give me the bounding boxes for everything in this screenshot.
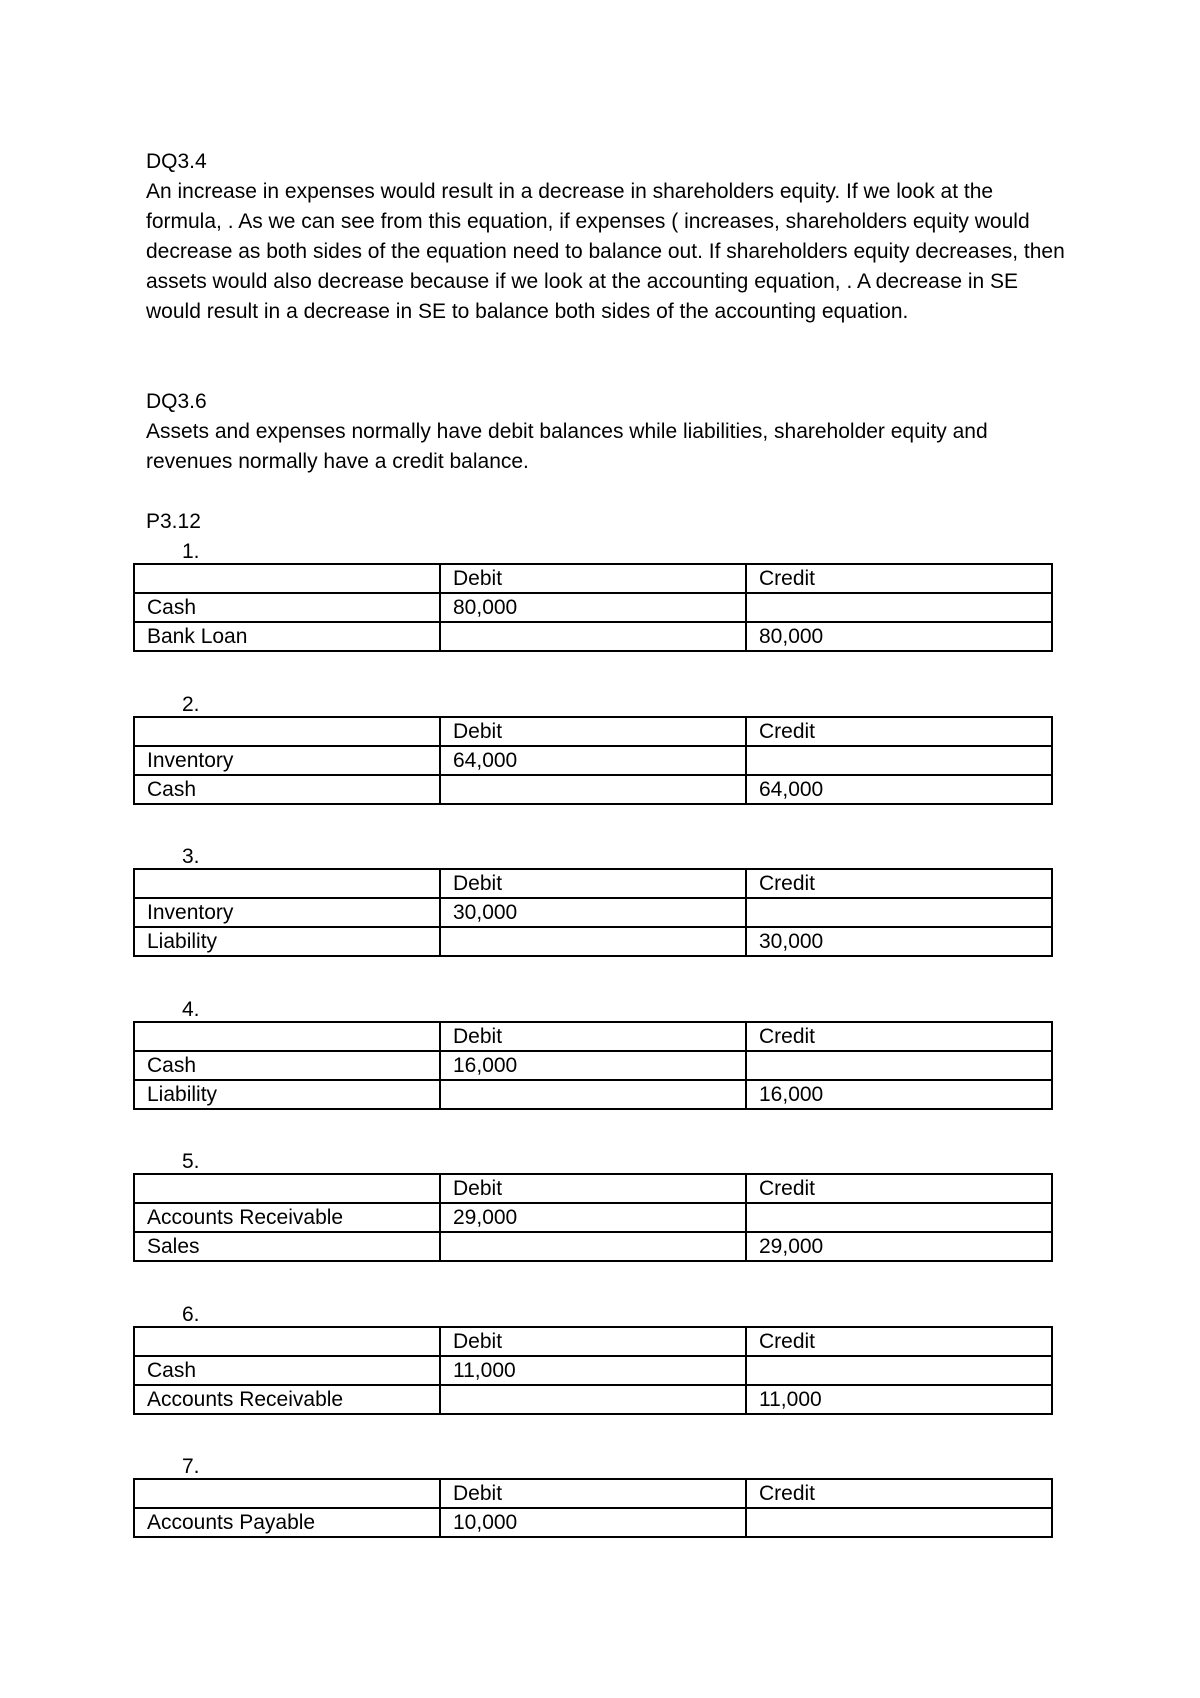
debit-cell: 64,000: [440, 746, 746, 775]
credit-cell: [746, 593, 1052, 622]
credit-cell: [746, 1508, 1052, 1537]
account-cell: Bank Loan: [134, 622, 440, 651]
journal-entry-table: [133, 563, 1053, 652]
account-cell: Accounts Payable: [134, 1508, 440, 1537]
entry-number: 2.: [182, 693, 200, 716]
table-row: [134, 1508, 1052, 1537]
table-row: [134, 1356, 1052, 1385]
debit-cell: 30,000: [440, 898, 746, 927]
debit-cell: 16,000: [440, 1051, 746, 1080]
debit-cell: 80,000: [440, 593, 746, 622]
table-row: [134, 593, 1052, 622]
header-cell-debit: Debit: [440, 717, 746, 746]
credit-cell: 30,000: [746, 927, 1052, 956]
entry-number: 5.: [182, 1150, 200, 1173]
header-cell-credit: Credit: [746, 717, 1052, 746]
credit-cell: [746, 898, 1052, 927]
entry-number: 1.: [182, 540, 200, 563]
table-row: [134, 898, 1052, 927]
debit-cell: [440, 1080, 746, 1109]
credit-cell: 64,000: [746, 775, 1052, 804]
table-row: [134, 1385, 1052, 1414]
header-cell-account: [134, 717, 440, 746]
header-cell-debit: Debit: [440, 1479, 746, 1508]
account-cell: Cash: [134, 775, 440, 804]
header-cell-account: [134, 1479, 440, 1508]
header-cell-credit: Credit: [746, 1174, 1052, 1203]
header-cell-account: [134, 1174, 440, 1203]
header-cell-debit: Debit: [440, 1327, 746, 1356]
table-row: [134, 927, 1052, 956]
dq34-heading: DQ3.4: [146, 150, 207, 173]
table-row: [134, 1203, 1052, 1232]
table-header-row: [134, 564, 1052, 593]
journal-entry-table: [133, 1326, 1053, 1415]
table-row: [134, 1080, 1052, 1109]
header-cell-account: [134, 869, 440, 898]
account-cell: Liability: [134, 1080, 440, 1109]
journal-entry-table: [133, 716, 1053, 805]
account-cell: Cash: [134, 1356, 440, 1385]
account-cell: Liability: [134, 927, 440, 956]
debit-cell: [440, 1385, 746, 1414]
credit-cell: 29,000: [746, 1232, 1052, 1261]
journal-entry-table: [133, 1478, 1053, 1538]
table-row: [134, 775, 1052, 804]
table-header-row: [134, 1479, 1052, 1508]
table-header-row: [134, 869, 1052, 898]
header-cell-account: [134, 564, 440, 593]
table-row: [134, 622, 1052, 651]
header-cell-credit: Credit: [746, 1479, 1052, 1508]
table-header-row: [134, 1327, 1052, 1356]
entry-number: 4.: [182, 998, 200, 1021]
table-header-row: [134, 717, 1052, 746]
credit-cell: [746, 1356, 1052, 1385]
header-cell-credit: Credit: [746, 564, 1052, 593]
credit-cell: 11,000: [746, 1385, 1052, 1414]
header-cell-debit: Debit: [440, 869, 746, 898]
dq34-body: An increase in expenses would result in a decrease in shareholders equity. If we look at the formula, . As we can see from this equation, if expenses ( increases, shareholders equity would decrease as both sides of the equation need to balance out. If shareholders equity decreases, then assets would also decrease because if we look at the accounting equation, . A decrease in SE would result in a decrease in SE to balance both sides of the accounting equation.: [146, 180, 1065, 323]
account-cell: Cash: [134, 593, 440, 622]
header-cell-account: [134, 1022, 440, 1051]
table-header-row: [134, 1022, 1052, 1051]
table-row: [134, 746, 1052, 775]
header-cell-debit: Debit: [440, 1022, 746, 1051]
account-cell: Inventory: [134, 898, 440, 927]
credit-cell: [746, 746, 1052, 775]
debit-cell: [440, 1232, 746, 1261]
credit-cell: 16,000: [746, 1080, 1052, 1109]
entry-number: 7.: [182, 1455, 200, 1478]
account-cell: Accounts Receivable: [134, 1203, 440, 1232]
debit-cell: 11,000: [440, 1356, 746, 1385]
dq36-body: Assets and expenses normally have debit balances while liabilities, shareholder equity and revenues normally have a credit balance.: [146, 420, 988, 473]
journal-entry-table: [133, 868, 1053, 957]
credit-cell: [746, 1051, 1052, 1080]
p312-heading: P3.12: [146, 510, 201, 533]
account-cell: Accounts Receivable: [134, 1385, 440, 1414]
credit-cell: 80,000: [746, 622, 1052, 651]
journal-entry-table: [133, 1173, 1053, 1262]
entry-number: 6.: [182, 1303, 200, 1326]
account-cell: Cash: [134, 1051, 440, 1080]
header-cell-credit: Credit: [746, 869, 1052, 898]
account-cell: Inventory: [134, 746, 440, 775]
table-header-row: [134, 1174, 1052, 1203]
table-row: [134, 1232, 1052, 1261]
header-cell-account: [134, 1327, 440, 1356]
dq36-heading: DQ3.6: [146, 390, 207, 413]
debit-cell: 10,000: [440, 1508, 746, 1537]
debit-cell: [440, 927, 746, 956]
entry-number: 3.: [182, 845, 200, 868]
account-cell: Sales: [134, 1232, 440, 1261]
header-cell-credit: Credit: [746, 1327, 1052, 1356]
debit-cell: [440, 622, 746, 651]
header-cell-debit: Debit: [440, 1174, 746, 1203]
header-cell-debit: Debit: [440, 564, 746, 593]
table-row: [134, 1051, 1052, 1080]
journal-entry-table: [133, 1021, 1053, 1110]
debit-cell: [440, 775, 746, 804]
credit-cell: [746, 1203, 1052, 1232]
debit-cell: 29,000: [440, 1203, 746, 1232]
header-cell-credit: Credit: [746, 1022, 1052, 1051]
